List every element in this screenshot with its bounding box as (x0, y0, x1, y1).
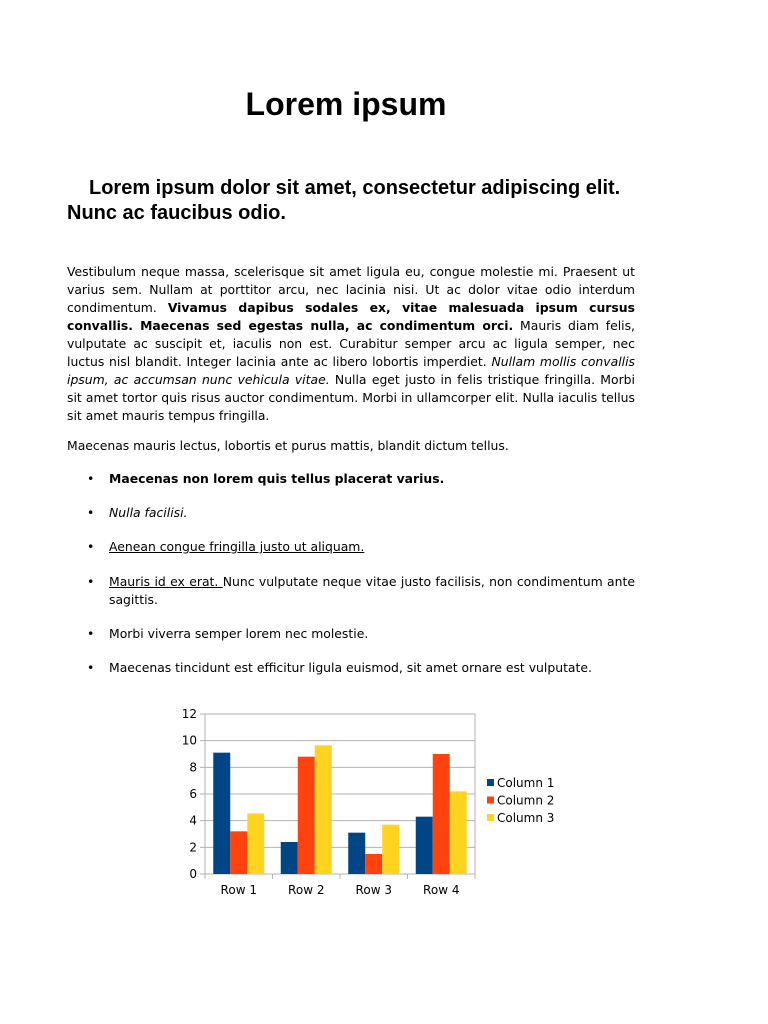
x-tick-label: Row 4 (423, 883, 460, 897)
bar-column-2 (365, 854, 382, 874)
bullet-text-6: Maecenas tincidunt est efficitur ligula euismod, sit amet ornare est vulputate. (109, 660, 592, 675)
x-tick-label: Row 2 (288, 883, 325, 897)
paragraph-1-text-c: Nulla eget justo in felis tristique fringilla. Morbi sit amet tortor quis risus auctor condimentum. Morbi in ullamcorper elit. Nulla iaculis tellus sit amet mauris tempus fringilla. (67, 372, 635, 423)
legend-swatch (487, 797, 494, 804)
bar-column-1 (348, 833, 365, 874)
bar-column-3 (315, 745, 332, 874)
bullet-text-4 (109, 573, 635, 609)
bar-column-1 (416, 817, 433, 874)
paragraph-1-text-a: Vestibulum neque massa, scelerisque sit amet ligula eu, congue molestie mi. Praesent ut varius sem. Nullam at porttitor arcu, nec lacinia nisi. Ut ac dolor vitae odio interdum condimentum. (67, 264, 635, 315)
bar-column-2 (298, 757, 315, 874)
legend-label: Column 3 (497, 811, 555, 825)
bullet-dot: • (87, 574, 95, 589)
bullet-dot: • (87, 539, 95, 554)
bar-column-3 (247, 813, 264, 874)
bar-column-1 (281, 842, 298, 874)
y-tick-label: 8 (189, 760, 197, 775)
bullet-dot: • (87, 505, 95, 520)
y-tick-label: 10 (181, 733, 197, 748)
page-title: Lorem ipsum (245, 86, 447, 122)
paragraph-1-italic-text: Nullam mollis convallis ipsum, ac accumsan nunc vehicula vitae. (67, 354, 635, 387)
bar-chart (160, 700, 560, 905)
bullet-text-2: Nulla facilisi. (109, 505, 188, 520)
legend-label: Column 2 (497, 793, 555, 808)
bar-column-1 (213, 753, 230, 874)
subtitle-heading: Lorem ipsum dolor sit amet, consectetur adipiscing elit. Nunc ac faucibus odio. (67, 177, 621, 224)
bar-column-3 (382, 825, 399, 874)
bullet-text-4-underlined: Mauris id ex erat. (109, 574, 223, 589)
bar-column-2 (433, 754, 450, 874)
bullet-text-4-rest: Nunc vulputate neque vitae justo facilisis, non condimentum ante sagittis. (109, 574, 635, 607)
bar-column-2 (230, 831, 247, 874)
bullet-text-5: Morbi viverra semper lorem nec molestie. (109, 626, 369, 641)
bar-column-3 (450, 791, 467, 874)
y-tick-label: 2 (189, 840, 197, 855)
bullet-dot: • (87, 626, 95, 641)
legend-swatch (487, 779, 494, 786)
y-tick-label: 4 (189, 813, 197, 828)
body-paragraph-1 (67, 263, 635, 425)
x-tick-label: Row 3 (355, 883, 392, 897)
paragraph-1-bold-text: Vivamus dapibus sodales ex, vitae malesuada ipsum cursus convallis. Maecenas sed egestas nulla, ac condimentum orci. (67, 300, 635, 333)
body-paragraph-2: Maecenas mauris lectus, lobortis et purus mattis, blandit dictum tellus. (67, 438, 509, 453)
legend-swatch (487, 814, 494, 821)
y-tick-label: 6 (189, 787, 197, 801)
bullet-dot: • (87, 471, 95, 486)
x-tick-label: Row 1 (220, 883, 257, 897)
legend-label: Column 1 (497, 776, 555, 790)
y-tick-label: 12 (181, 707, 197, 721)
bullet-dot: • (87, 660, 95, 675)
bullet-text-1: Maecenas non lorem quis tellus placerat varius. (109, 471, 445, 486)
bullet-text-3: Aenean congue fringilla justo ut aliquam. (109, 539, 365, 554)
paragraph-1-text-b: Mauris diam felis, vulputate ac suscipit et, iaculis non est. Curabitur semper arcu ac ligula semper, nec luctus nisl blandit. Integer lacinia ante ac libero lobortis imperdiet. (67, 318, 635, 369)
y-tick-label: 0 (189, 867, 197, 881)
